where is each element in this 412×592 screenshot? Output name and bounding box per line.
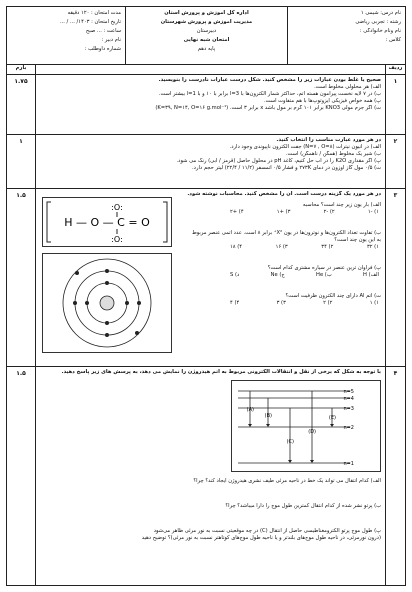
option[interactable]: ب) He xyxy=(316,272,332,279)
question-score: ۱.۵ xyxy=(16,192,26,199)
question-line: ب) در ۷ لایه نخست پیرامون هسته اتم، حداکثر شمار الکترون‌ها با l=3 برابر با ۱۰ و با l=1 بیشتر است. xyxy=(158,91,381,98)
level-label: n=2 xyxy=(343,425,354,432)
part-options xyxy=(190,272,381,279)
option[interactable]: ۳) ۳ xyxy=(276,300,286,307)
level-label: n=3 xyxy=(343,406,354,413)
arrow-label: (A) xyxy=(246,407,254,414)
lewis-formula: H — O — C = O xyxy=(64,216,150,229)
part-text: الف) بار یون زیر چند است؟ محاسبه xyxy=(302,202,381,209)
question-score: ۱.۵ xyxy=(16,370,26,377)
course-name: نام درس: شیمی ۱ xyxy=(360,10,401,16)
option[interactable]: ۳) +۱ xyxy=(276,209,291,216)
exam-page xyxy=(6,6,406,586)
option[interactable]: ۳) ۱۶ xyxy=(275,244,288,251)
question-number: ۴ xyxy=(385,367,405,585)
option[interactable]: د) S xyxy=(230,272,240,279)
question-number: ۳ xyxy=(385,189,405,366)
col-body xyxy=(35,65,385,74)
question-row xyxy=(7,135,405,189)
header-left xyxy=(7,7,125,64)
option[interactable]: ۴) ۴ xyxy=(230,300,240,307)
exam-type: امتحان شبه نهایی xyxy=(183,37,230,43)
question-line: ب) پرتو نشر شده از کدام انتقال کمترین طول موج را دارا میباشد؟ چرا؟ xyxy=(225,503,381,510)
option[interactable]: ۲) -۲ xyxy=(323,209,335,216)
question-number: ۲ xyxy=(385,135,405,188)
col-score: بارم xyxy=(15,65,27,71)
question-line: الف) کدام انتقال می تواند یک خط در ناحیه مرئی طیف نشری هیدروژن ایجاد کند؟ چرا؟ xyxy=(193,478,381,485)
question-intro: در هر مورد عبارت مناسب را انتخاب کنید. xyxy=(276,137,381,143)
question-line: پ) همه خواص فیزیکی ایزوتوپ‌ها با هم متفاوت است. xyxy=(263,98,381,105)
svg-text::O:: :O: xyxy=(111,203,123,212)
question-line: پ) اگر مقداری K2O را در آب حل کنیم، کاغذ pH در محلول حاصل (قرمز / آبی) رنگ می شود. xyxy=(176,158,381,165)
question-score: ۱ xyxy=(19,138,23,145)
atom-model-drawing xyxy=(43,254,171,352)
part-text: پ) فراوان ترین عنصر در سیاره مشتری کدام است؟ xyxy=(267,265,381,272)
level-label: n=5 xyxy=(343,389,354,396)
question-intro: با توجه به شکل که برخی از نقل و انتقالات الکترونی مربوط به اتم هیدروژن را نمایش می دهد، به پرسش های زیر پاسخ دهید. xyxy=(61,369,381,375)
option[interactable]: ۴) +۲ xyxy=(230,209,244,216)
question-intro: در هر مورد یک گزینه درست است. آن را مشخص کنید. محاسبات نوشته شود. xyxy=(187,191,381,197)
question-line: پ) طول موج پرتو الکترومغناطیسی حاصل از انتقال (C) در چه موقعیتی نسبت به نور مرئی ظاهر می‌شود xyxy=(153,528,381,535)
option[interactable]: ۱) -۱ xyxy=(367,209,379,216)
part-text: ب) تفاوت تعداد الکترون‌ها و نوترون‌ها در یون X²⁺ برابر ۸ است. عدد اتمی عنصر مربوط به این یون چند است؟ xyxy=(191,230,381,244)
question-row xyxy=(7,189,405,367)
arrow-label: (B) xyxy=(264,413,272,420)
level-label: n=1 xyxy=(343,461,354,468)
atom-model-figure xyxy=(42,253,172,353)
exam-time: ساعت : ... صبح xyxy=(85,28,121,34)
col-number: ردیف xyxy=(385,65,405,74)
header-right xyxy=(287,7,405,64)
option[interactable]: ۴) ۱۸ xyxy=(230,244,243,251)
exam-duration: مدت امتحان : ۱۲۰ دقیقه xyxy=(67,10,121,16)
option[interactable]: ۱) ۱ xyxy=(369,300,379,307)
grade-label: پایه دهم xyxy=(197,46,216,52)
svg-text::O:: :O: xyxy=(111,235,123,244)
student-name: نام ونام خانوادگی : xyxy=(359,28,401,34)
level-label: n=4 xyxy=(343,396,354,403)
question-body xyxy=(35,75,385,134)
question-line: ت) ۰/۵ مول گاز اوزون در دمای ۲۷۳K و فشار ۰/۵ اتمسفر (۱۱/۲ / ۲۲/۴) لیتر حجم دارد. xyxy=(191,165,381,172)
field-name: رشته : تجربی ریاضی xyxy=(355,19,401,25)
arrow-label: (D) xyxy=(308,429,316,436)
question-line: (درون نورمرئی، در ناحیه طول موج‌های بلندتر و یا ناحیه طول موج‌های کوتاهتر نسبت به نور مرئی)؟ توضیح دهید xyxy=(141,535,381,542)
option[interactable]: ۱) ۳۲ xyxy=(366,244,379,251)
question-line: ت) اگر جرم مولی KNO3 برابر ۱۰۱ گرم بر مول باشد x برابر ۳ است. (K=۳۹, N=۱۴, O=۱۶ g.mol⁻¹) xyxy=(155,105,381,112)
question-parts xyxy=(190,202,381,307)
question-body xyxy=(35,189,385,366)
question-line: ب) شیر یک مخلوط (همگن / ناهمگن) است. xyxy=(285,151,381,158)
class-label: کلاس : xyxy=(385,37,401,43)
arrow-label: (C) xyxy=(286,439,294,446)
question-score: ۱.۷۵ xyxy=(14,78,28,85)
part-options xyxy=(190,209,381,216)
part-options xyxy=(190,244,381,251)
question-number: ۱ xyxy=(385,75,405,134)
question-line: الف) هر محلولی مخلوط است. xyxy=(314,84,381,91)
option[interactable]: ج) Ne xyxy=(270,272,285,279)
option[interactable]: الف) H xyxy=(363,272,379,279)
school-name: دبیرستان xyxy=(196,28,217,34)
question-line: الف) در آنیون نیترات (N=۷ , O=۸) جفت الکترون ناپیوندی وجود دارد. xyxy=(229,144,381,151)
lewis-structure-drawing xyxy=(43,198,171,246)
exam-date: تاریخ امتحان : ۱۴۰۳/ ... / ... xyxy=(59,19,121,25)
office-name: اداره کل آموزش و پرورش استان xyxy=(164,10,249,16)
energy-level-diagram xyxy=(232,381,380,471)
part-options xyxy=(190,300,381,307)
exam-header xyxy=(7,7,405,65)
teacher-name: نام دبیر : xyxy=(101,37,121,43)
question-row xyxy=(7,367,405,585)
arrow-label: (E) xyxy=(328,415,336,422)
energy-level-figure xyxy=(231,380,381,472)
header-middle xyxy=(125,7,287,64)
part-text: ت) اتم Al دارای چند الکترون ظرفیت است؟ xyxy=(285,293,381,300)
lewis-structure-figure xyxy=(42,197,172,247)
management-name: مدیریت آموزش و پرورش شهرستان xyxy=(160,19,253,25)
question-row xyxy=(7,75,405,135)
candidate-number: شماره داوطلب : xyxy=(84,46,121,52)
table-header xyxy=(7,65,405,75)
option[interactable]: ۲) ۲ xyxy=(323,300,333,307)
question-intro: صحیح یا غلط بودن عبارات زیر را مشخص کنید. شکل درست عبارات نادرست را بنویسید. xyxy=(158,77,381,83)
question-body xyxy=(35,367,385,585)
question-body xyxy=(35,135,385,188)
option[interactable]: ۲) ۳۴ xyxy=(321,244,334,251)
